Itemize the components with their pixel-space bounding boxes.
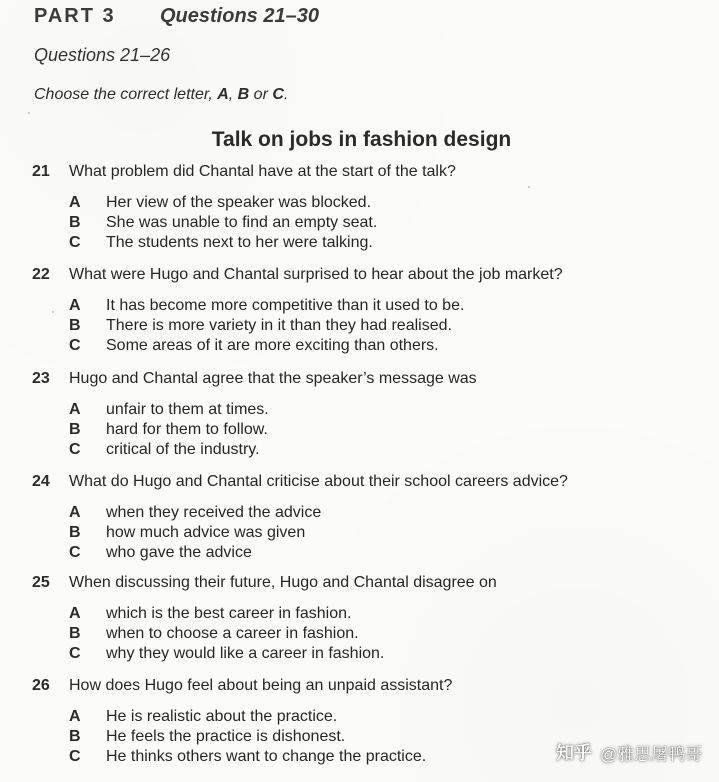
question-text: When discussing their future, Hugo and Chantal disagree on bbox=[69, 574, 497, 591]
question-text: How does Hugo feel about being an unpaid assistant? bbox=[69, 677, 453, 694]
option-a bbox=[0, 504, 700, 524]
question-22 bbox=[0, 266, 700, 357]
question-21 bbox=[0, 163, 700, 254]
question-text: What were Hugo and Chantal surprised to hear about the job market? bbox=[69, 266, 563, 283]
instruction-text bbox=[34, 86, 288, 104]
instruction-letter-b: B bbox=[237, 86, 250, 103]
option-text: when to choose a career in fashion. bbox=[106, 625, 359, 642]
option-letter: B bbox=[69, 317, 81, 334]
option-b bbox=[0, 625, 700, 645]
instruction-separator: , bbox=[228, 86, 238, 103]
option-letter: A bbox=[69, 605, 81, 622]
watermark-handle: @雅思屠鸭哥 bbox=[600, 744, 703, 764]
option-list bbox=[0, 605, 700, 665]
option-c bbox=[0, 645, 700, 665]
option-b bbox=[0, 524, 700, 544]
option-letter: A bbox=[69, 504, 81, 521]
option-list bbox=[0, 297, 700, 357]
option-b bbox=[0, 421, 700, 441]
question-text: What problem did Chantal have at the start of the talk? bbox=[69, 163, 456, 180]
option-text: how much advice was given bbox=[106, 524, 306, 541]
option-letter: A bbox=[69, 401, 81, 418]
option-c bbox=[0, 441, 700, 461]
option-text: She was unable to find an empty seat. bbox=[106, 214, 378, 231]
option-text: why they would like a career in fashion. bbox=[106, 645, 385, 662]
option-letter: C bbox=[69, 748, 81, 765]
question-number: 22 bbox=[32, 266, 50, 283]
sub-questions-range: Questions 21–26 bbox=[34, 45, 171, 65]
option-text: who gave the advice bbox=[106, 544, 252, 561]
option-list bbox=[0, 194, 700, 254]
option-letter: B bbox=[69, 524, 81, 541]
option-b bbox=[0, 214, 700, 234]
question-23 bbox=[0, 370, 700, 461]
option-list bbox=[0, 504, 700, 564]
option-c bbox=[0, 337, 700, 357]
option-c bbox=[0, 544, 700, 564]
zhihu-watermark bbox=[556, 739, 702, 765]
option-letter: C bbox=[69, 337, 81, 354]
option-letter: C bbox=[69, 645, 81, 662]
option-a bbox=[0, 401, 700, 421]
question-25 bbox=[0, 574, 700, 665]
question-text: What do Hugo and Chantal criticise about their school careers advice? bbox=[69, 473, 568, 490]
questions-range-heading: Questions 21–30 bbox=[160, 5, 319, 27]
option-letter: B bbox=[69, 421, 81, 438]
question-number: 23 bbox=[32, 370, 50, 387]
option-text: unfair to them at times. bbox=[106, 401, 269, 418]
scan-speck bbox=[28, 112, 30, 114]
option-a bbox=[0, 297, 700, 317]
instruction-separator: or bbox=[249, 86, 273, 103]
option-b bbox=[0, 317, 700, 337]
instruction-end: . bbox=[283, 86, 289, 103]
question-number: 25 bbox=[32, 574, 50, 591]
option-text: hard for them to follow. bbox=[106, 421, 268, 438]
option-text: critical of the industry. bbox=[106, 441, 260, 458]
option-c bbox=[0, 234, 700, 254]
instruction-prefix: Choose the correct letter, bbox=[34, 86, 218, 103]
question-number: 24 bbox=[32, 473, 50, 490]
question-number: 26 bbox=[32, 677, 50, 694]
option-text: He feels the practice is dishonest. bbox=[106, 728, 346, 745]
option-a bbox=[0, 194, 700, 214]
option-letter: C bbox=[69, 441, 81, 458]
question-number: 21 bbox=[32, 163, 50, 180]
scan-speck bbox=[52, 311, 54, 313]
option-text: which is the best career in fashion. bbox=[106, 605, 352, 622]
option-a bbox=[0, 708, 700, 728]
option-text: He is realistic about the practice. bbox=[106, 708, 338, 725]
option-letter: A bbox=[69, 297, 81, 314]
section-title: Talk on jobs in fashion design bbox=[211, 128, 512, 151]
option-text: There is more variety in it than they had realised. bbox=[106, 317, 452, 334]
question-text: Hugo and Chantal agree that the speaker’s message was bbox=[69, 370, 477, 387]
option-letter: A bbox=[69, 194, 81, 211]
part-heading: PART 3 bbox=[34, 5, 116, 27]
instruction-letter-c: C bbox=[272, 86, 284, 103]
option-text: He thinks others want to change the practice. bbox=[106, 748, 427, 765]
option-text: Her view of the speaker was blocked. bbox=[106, 194, 372, 211]
option-letter: B bbox=[69, 214, 81, 231]
option-letter: A bbox=[69, 708, 81, 725]
question-24 bbox=[0, 473, 700, 564]
option-text: It has become more competitive than it used to be. bbox=[106, 297, 465, 314]
option-list bbox=[0, 401, 700, 461]
option-a bbox=[0, 605, 700, 625]
scan-speck bbox=[528, 186, 530, 188]
instruction-letter-a: A bbox=[217, 86, 229, 103]
option-text: The students next to her were talking. bbox=[106, 234, 373, 251]
option-letter: C bbox=[69, 234, 81, 251]
option-letter: B bbox=[69, 625, 81, 642]
option-letter: B bbox=[69, 728, 81, 745]
option-text: Some areas of it are more exciting than others. bbox=[106, 337, 439, 354]
option-letter: C bbox=[69, 544, 81, 561]
option-text: when they received the advice bbox=[106, 504, 322, 521]
zhihu-logo: 知乎 bbox=[556, 743, 592, 763]
